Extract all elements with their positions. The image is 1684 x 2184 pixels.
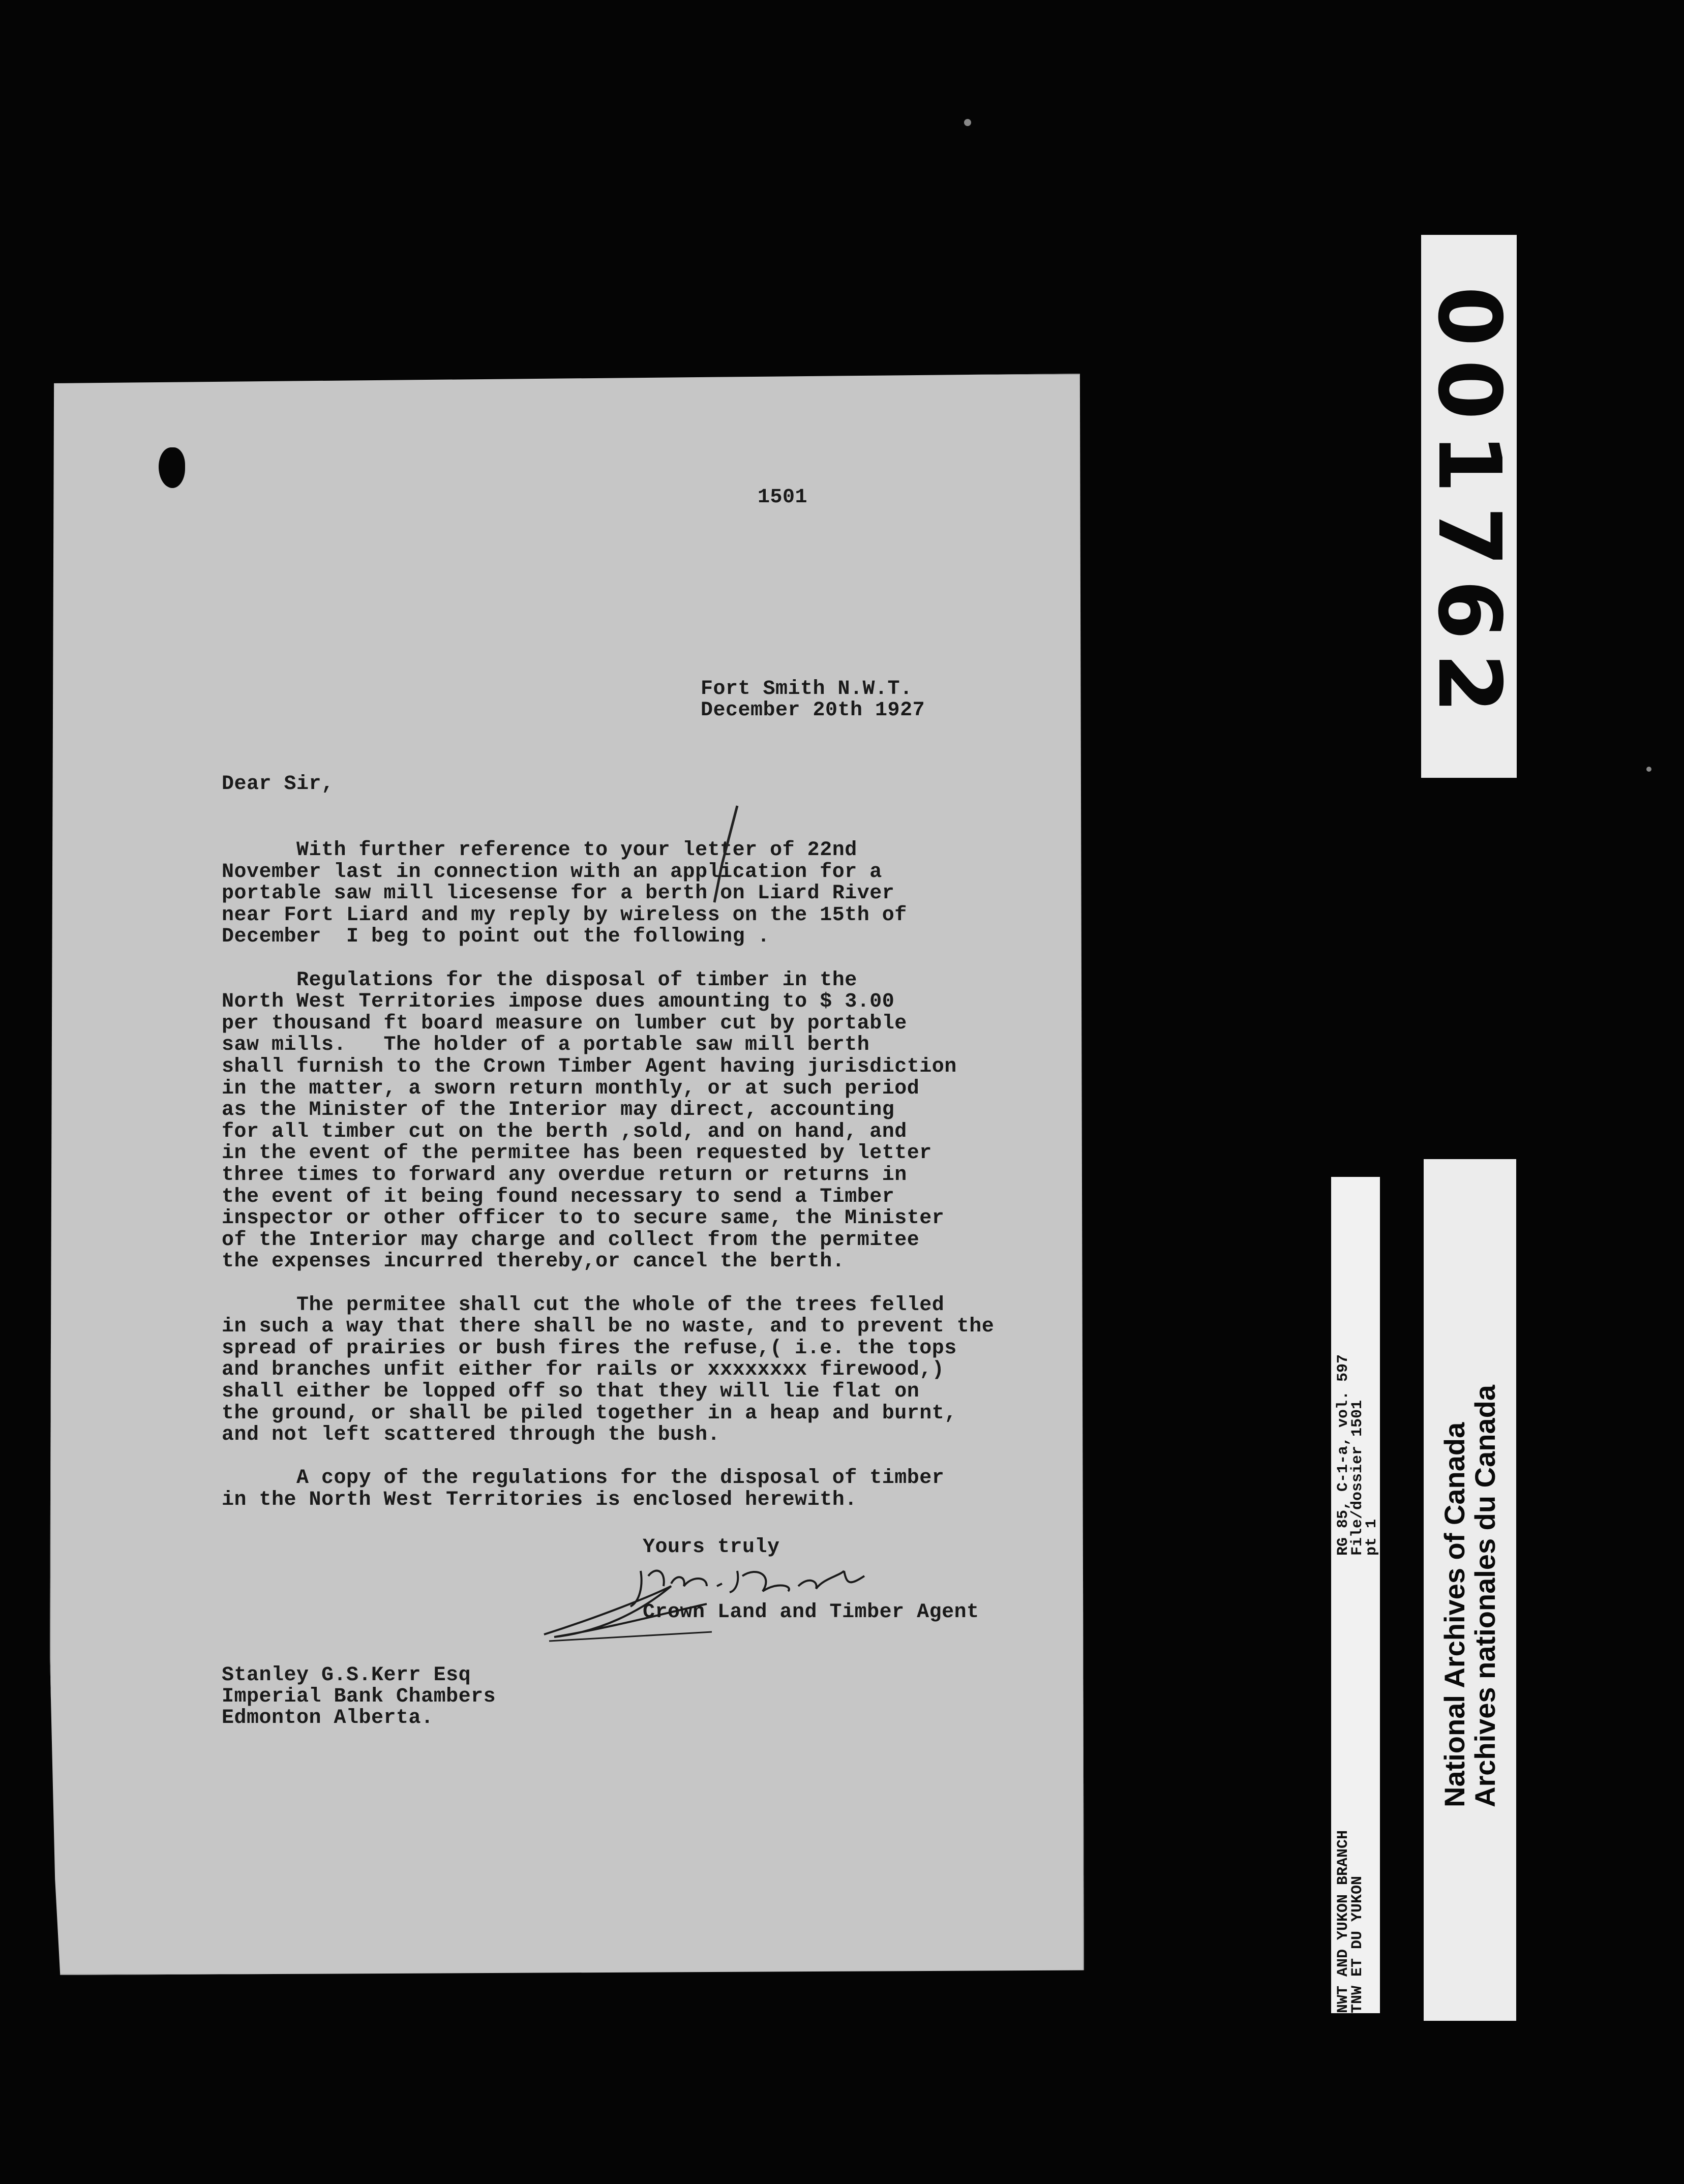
body-line: for all timber cut on the berth ,sold, and on hand, and [222, 1120, 907, 1143]
body-line: November last in connection with an application for a [222, 860, 882, 884]
page-number: 1501 [758, 486, 808, 509]
signer-title: Crown Land and Timber Agent [643, 1601, 979, 1624]
body-line: Regulations for the disposal of timber in the [222, 968, 857, 992]
body-line: saw mills. The holder of a portable saw mill berth [222, 1034, 870, 1057]
punch-hole [159, 447, 185, 488]
branch-name-en: NWT AND YUKON BRANCH [1335, 1830, 1352, 2013]
body-line: shall furnish to the Crown Timber Agent having jurisdiction [222, 1055, 957, 1078]
body-line: as the Minister of the Interior may direct, accounting [222, 1099, 895, 1122]
branch-name-fr: TNW ET DU YUKON [1349, 1875, 1366, 2013]
record-group-reference: RG 85, C-1-a, vol. 597 [1335, 1354, 1352, 1556]
body-line: in such a way that there shall be no waste, and to prevent the [222, 1315, 995, 1339]
margin-check-mark [702, 803, 742, 905]
body-line: the event of it being found necessary to send a Timber [222, 1185, 895, 1208]
body-line: North West Territories impose dues amounting to $ 3.00 [222, 990, 895, 1014]
body-line: inspector or other officer to to secure same, the Minister [222, 1207, 945, 1230]
body-line: shall either be lopped off so that they will lie flat on [222, 1380, 920, 1403]
body-line: three times to forward any overdue return or returns in [222, 1164, 907, 1187]
body-line: in the North West Territories is enclosed herewith. [222, 1489, 857, 1511]
address-line: Edmonton Alberta. [222, 1707, 434, 1730]
body-line: and branches unfit either for rails or xxxxxxxx firewood,) [222, 1358, 945, 1382]
archive-name-en: National Archives of Canada [1438, 1422, 1470, 1807]
body-line: of the Interior may charge and collect from the permitee [222, 1228, 920, 1252]
letter-place: Fort Smith N.W.T. [701, 678, 913, 701]
frame-number: 001762 [1419, 286, 1519, 726]
body-line: near Fort Liard and my reply by wireless on the 15th of [222, 903, 907, 927]
body-line: the expenses incurred thereby,or cancel the berth. [222, 1250, 845, 1273]
body-line: The permitee shall cut the whole of the trees felled [222, 1293, 945, 1317]
body-line: in the matter, a sworn return monthly, or at such period [222, 1077, 920, 1100]
archive-name-fr: Archives nationales du Canada [1469, 1385, 1501, 1807]
body-line: in the event of the permitee has been requested by letter [222, 1142, 932, 1165]
address-line: Imperial Bank Chambers [222, 1685, 496, 1708]
body-line: per thousand ft board measure on lumber cut by portable [222, 1012, 907, 1035]
body-line: spread of prairies or bush fires the refuse,( i.e. the tops [222, 1337, 957, 1360]
frame-number-label [1421, 235, 1517, 778]
closing: Yours truly [643, 1536, 780, 1559]
file-reference: File/dossier 1501 [1349, 1400, 1366, 1556]
letter-date: December 20th 1927 [701, 699, 925, 722]
body-line: A copy of the regulations for the disposal of timber [222, 1467, 945, 1490]
film-speck [964, 119, 971, 126]
body-line: and not left scattered through the bush. [222, 1423, 720, 1447]
body-line: With further reference to your letter of 22nd [222, 839, 857, 862]
address-line: Stanley G.S.Kerr Esq [222, 1664, 471, 1687]
part-reference: pt 1 [1363, 1519, 1380, 1556]
salutation: Dear Sir, [222, 773, 334, 796]
body-line: portable saw mill licesense for a berth on Liard River [222, 882, 895, 905]
body-line: December I beg to point out the following . [222, 925, 770, 949]
handwritten-signature [539, 1556, 905, 1642]
film-speck [1646, 767, 1651, 772]
body-line: the ground, or shall be piled together in a heap and burnt, [222, 1402, 957, 1425]
